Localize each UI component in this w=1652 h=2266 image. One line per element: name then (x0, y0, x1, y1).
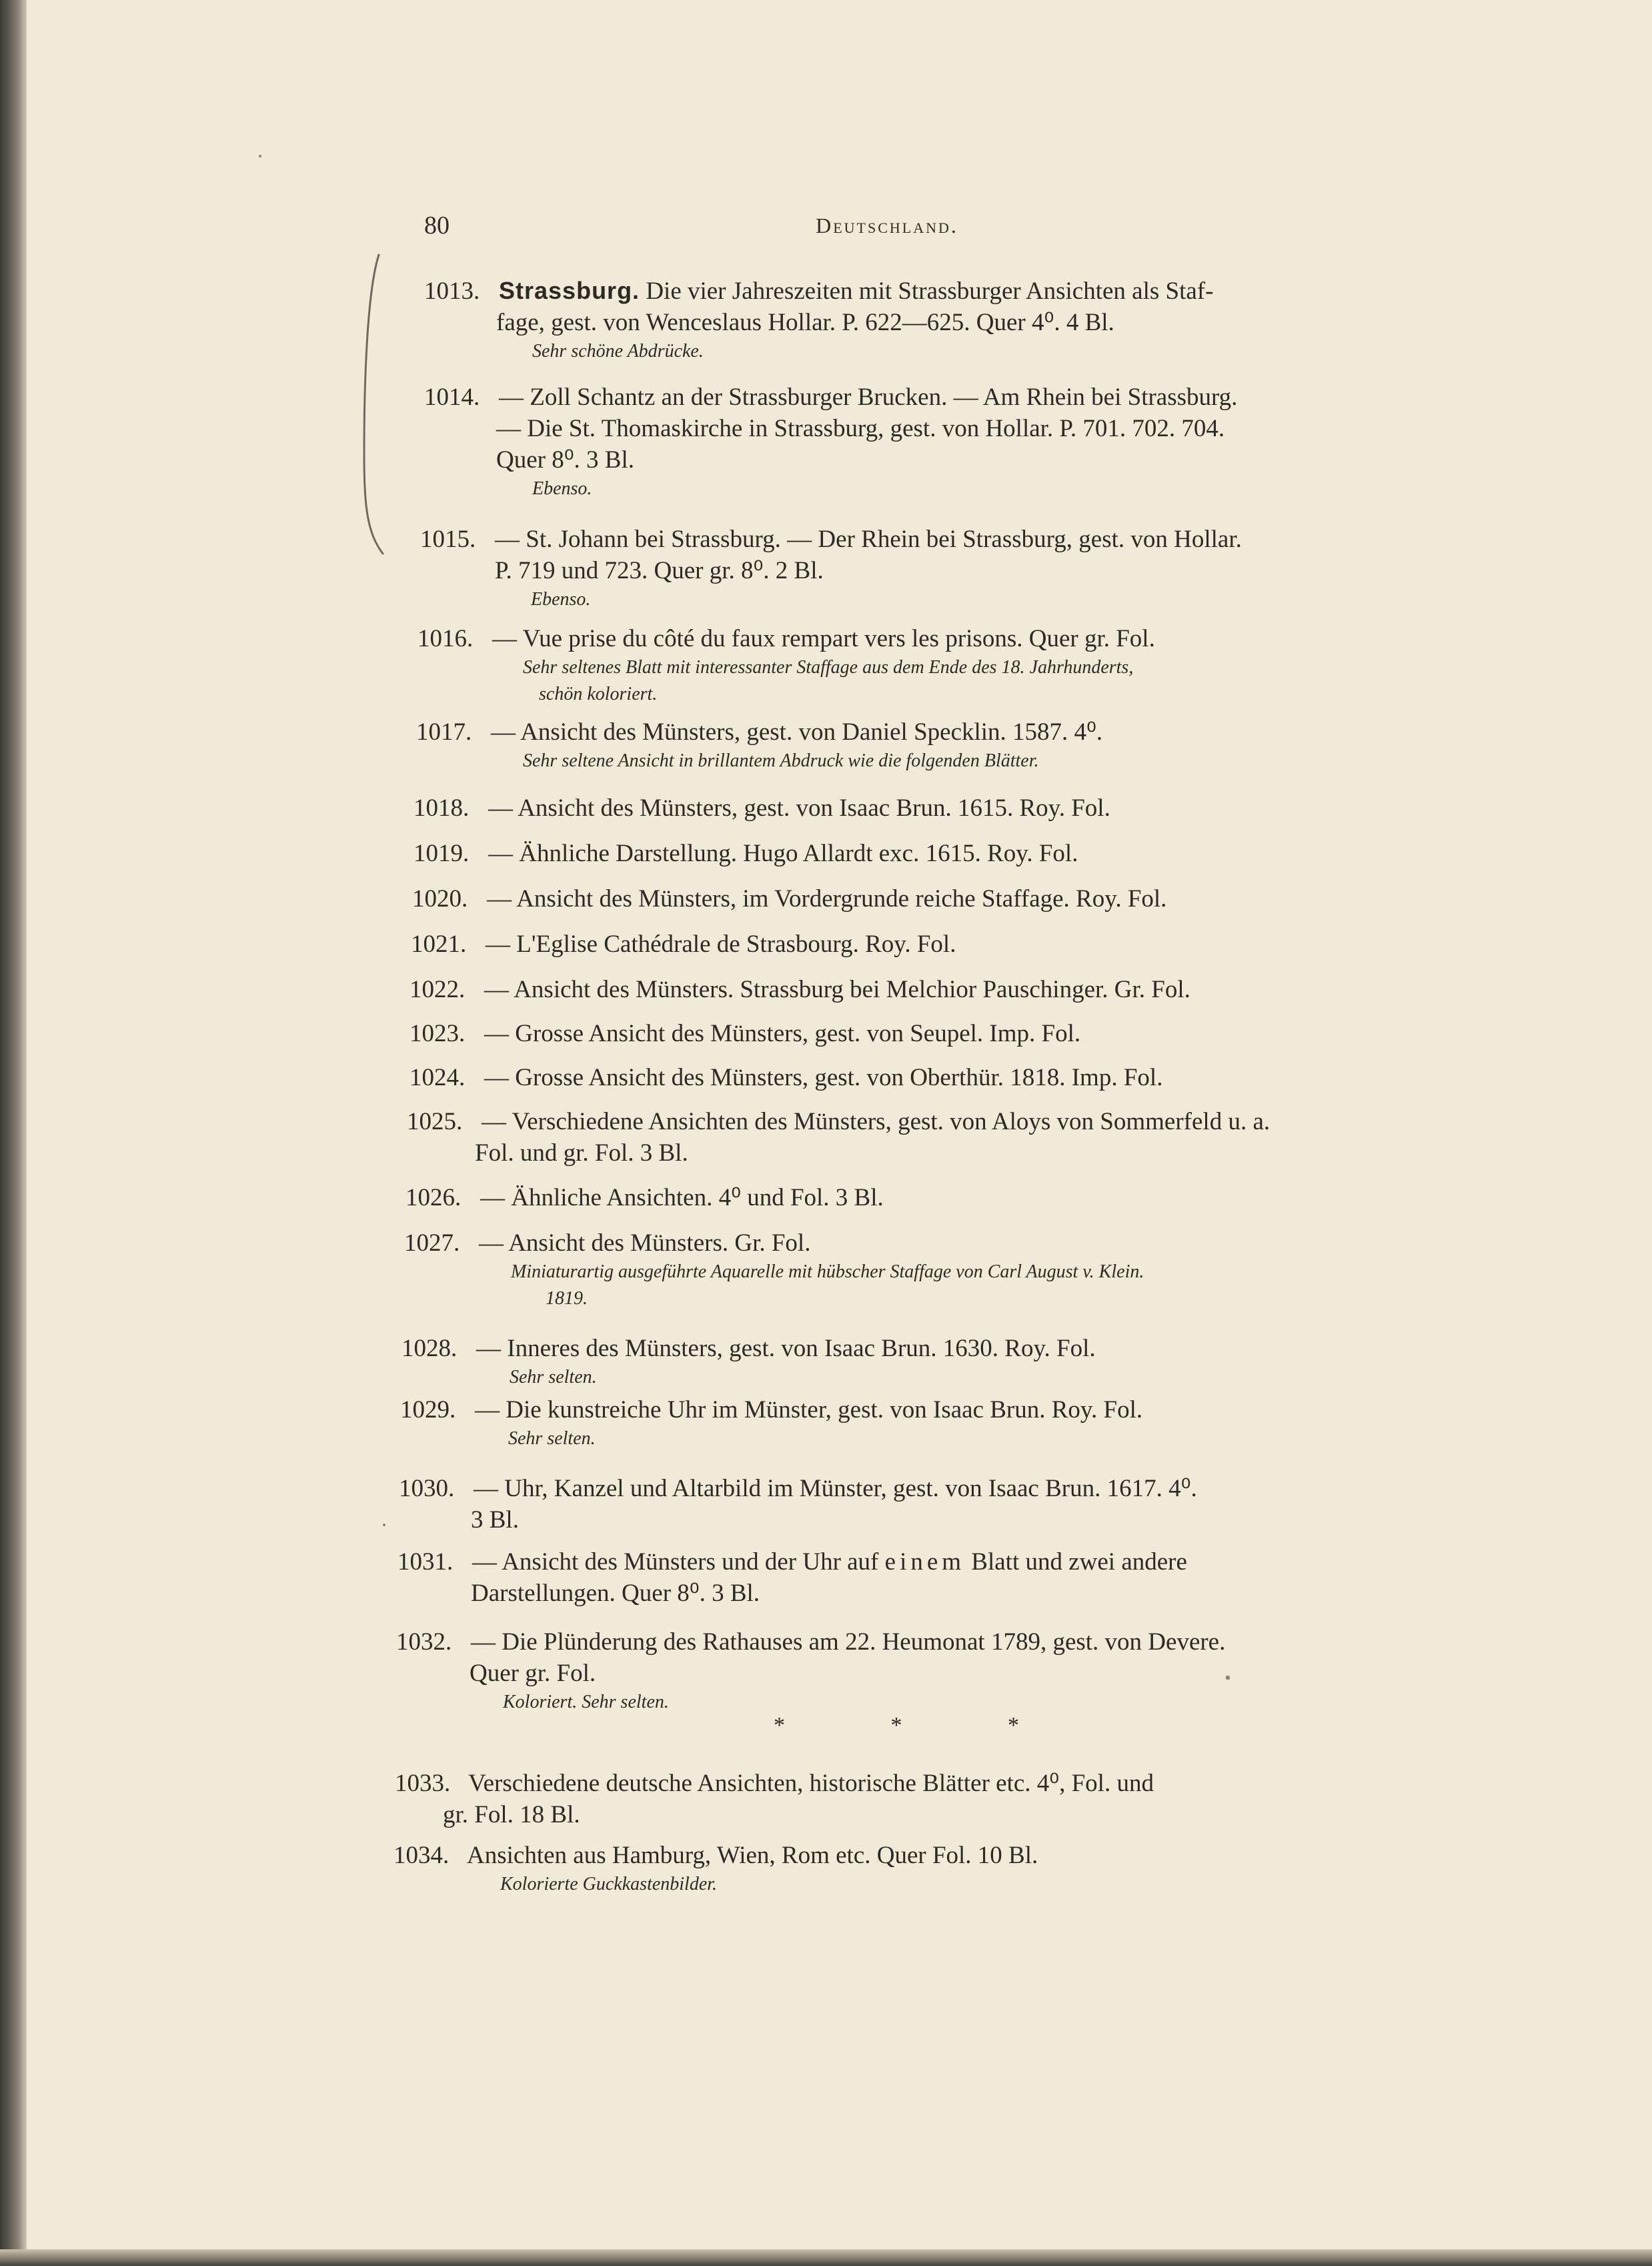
entry-number: 1017. (416, 718, 472, 746)
entry-number: 1033. (395, 1770, 451, 1797)
catalog-entry (420, 524, 1242, 613)
entry-number: 1031. (397, 1548, 454, 1576)
catalog-entry (424, 382, 1237, 502)
entry-city: Strassburg. (499, 277, 640, 304)
entry-text: — Grosse Ansicht des Münsters, gest. von Seupel. Imp. Fol. (484, 1020, 1081, 1047)
entry-text: — Die Plünderung des Rathauses am 22. Heumonat 1789, gest. von Devere. (471, 1628, 1226, 1656)
entry-number: 1024. (409, 1064, 466, 1091)
catalog-entry (407, 1106, 1270, 1169)
entry-number: 1020. (412, 885, 468, 913)
entry-text: gr. Fol. 18 Bl. (443, 1801, 580, 1828)
entry-note: Sehr selten. (510, 1367, 597, 1387)
entry-text: — St. Johann bei Strassburg. — Der Rhein bei Strassburg, gest. von Hollar. (495, 526, 1242, 553)
catalog-entry (393, 1840, 1038, 1898)
catalog-entry (400, 1394, 1142, 1452)
running-title: Deutschland. (816, 213, 958, 237)
entry-number: 1014. (424, 384, 480, 411)
catalog-entry (397, 1546, 1187, 1609)
entry-number: 1021. (411, 931, 467, 958)
entry-text: Fol. und gr. Fol. 3 Bl. (475, 1139, 688, 1167)
catalog-entry (409, 1062, 1162, 1093)
catalog-entry (418, 623, 1155, 708)
catalog-entry (404, 1227, 1144, 1312)
entry-note: Sehr schöne Abdrücke. (532, 341, 704, 362)
entry-text: — Ansicht des Münsters, gest. von Isaac Brun. 1615. Roy. Fol. (488, 794, 1110, 822)
catalog-entry (416, 716, 1102, 774)
catalog-entry (409, 974, 1190, 1005)
entry-text: — Grosse Ansicht des Münsters, gest. von Oberthür. 1818. Imp. Fol. (484, 1064, 1163, 1091)
entry-number: 1028. (401, 1335, 458, 1362)
entry-note: Sehr selten. (508, 1428, 596, 1449)
page-number: 80 (424, 211, 450, 239)
entry-number: 1019. (414, 840, 470, 867)
entry-note: schön koloriert. (539, 684, 658, 704)
catalog-entry (414, 792, 1110, 824)
catalog-entry (412, 883, 1166, 915)
entry-text: — Inneres des Münsters, gest. von Isaac Brun. 1630. Roy. Fol. (476, 1335, 1096, 1362)
paper-speck (383, 1524, 385, 1526)
entry-number: 1022. (409, 976, 466, 1003)
entry-number: 1030. (399, 1475, 455, 1502)
entry-number: 1034. (393, 1842, 450, 1869)
entry-number: 1023. (409, 1020, 466, 1047)
entry-note: Kolorierte Guckkastenbilder. (500, 1874, 718, 1894)
entry-text: — Die St. Thomaskirche in Strassburg, gest. von Hollar. P. 701. 702. 704. (496, 415, 1225, 442)
entry-text: — Ansicht des Münsters und der Uhr auf (472, 1548, 885, 1576)
entry-note: Ebenso. (531, 589, 591, 610)
entry-text: — Ansicht des Münsters, gest. von Daniel Specklin. 1587. 4⁰. (491, 718, 1103, 746)
entry-text: Verschiedene deutsche Ansichten, historische Blätter etc. 4⁰, Fol. und (468, 1770, 1154, 1797)
catalog-entry (395, 1768, 1154, 1830)
entry-number: 1016. (418, 625, 474, 652)
entry-text: — Ähnliche Darstellung. Hugo Allardt exc. 1615. Roy. Fol. (488, 840, 1078, 867)
entry-note: Koloriert. Sehr selten. (503, 1692, 669, 1712)
entry-text: — Zoll Schantz an der Strassburger Brucken. — Am Rhein bei Strassburg. (499, 384, 1238, 411)
entry-text: — L'Eglise Cathédrale de Strasbourg. Roy. Fol. (486, 931, 956, 958)
entry-text: P. 719 und 723. Quer gr. 8⁰. 2 Bl. (495, 557, 824, 584)
entry-text: — Vue prise du côté du faux rempart vers les prisons. Quer gr. Fol. (492, 625, 1155, 652)
entry-text: — Uhr, Kanzel und Altarbild im Münster, gest. von Isaac Brun. 1617. 4⁰. (474, 1475, 1197, 1502)
entry-text: — Verschiedene Ansichten des Münsters, gest. von Aloys von Sommerfeld u. a. (482, 1108, 1271, 1135)
entry-text: — Ansicht des Münsters. Strassburg bei Melchior Pauschinger. Gr. Fol. (484, 976, 1190, 1003)
catalog-entry (414, 838, 1078, 869)
entry-text: — Die kunstreiche Uhr im Münster, gest. von Isaac Brun. Roy. Fol. (475, 1396, 1143, 1424)
entry-number: 1026. (405, 1184, 462, 1211)
catalog-entry (424, 275, 1213, 365)
entry-note: 1819. (546, 1288, 588, 1309)
paper-speck (1226, 1676, 1230, 1680)
entry-number: 1013. (424, 277, 480, 305)
catalog-entry (401, 1333, 1096, 1391)
entry-number: 1029. (400, 1396, 456, 1424)
entry-text-spaced: einem (884, 1548, 966, 1576)
entry-number: 1027. (404, 1229, 460, 1257)
entry-note: Miniaturartig ausgeführte Aquarelle mit hübscher Staffage von Carl August v. Klein. (511, 1261, 1144, 1282)
entry-note: Sehr seltene Ansicht in brillantem Abdruck wie die folgenden Blätter. (523, 750, 1039, 771)
entry-text: Quer gr. Fol. (470, 1660, 596, 1687)
entry-text: — Ähnliche Ansichten. 4⁰ und Fol. 3 Bl. (480, 1184, 884, 1211)
catalog-entry (409, 1018, 1080, 1049)
catalog-entry (411, 929, 956, 960)
catalog-entry (396, 1626, 1225, 1716)
entry-number: 1018. (414, 794, 470, 822)
entry-number: 1032. (396, 1628, 452, 1656)
entry-text: Ansichten aus Hamburg, Wien, Rom etc. Quer Fol. 10 Bl. (467, 1842, 1038, 1869)
entry-text: — Ansicht des Münsters. Gr. Fol. (479, 1229, 811, 1257)
paper-speck (259, 155, 261, 157)
entry-note: Ebenso. (532, 478, 592, 499)
entry-text: — Ansicht des Münsters, im Vordergrunde reiche Staffage. Roy. Fol. (487, 885, 1167, 913)
entry-text: Darstellungen. Quer 8⁰. 3 Bl. (471, 1580, 760, 1607)
section-separator: * * * (774, 1713, 1019, 1738)
catalog-entry (405, 1182, 884, 1213)
entry-text: 3 Bl. (471, 1506, 519, 1534)
entry-note: Sehr seltenes Blatt mit interessanter Staffage aus dem Ende des 18. Jahrhunderts, (523, 657, 1134, 678)
catalog-entry (399, 1473, 1197, 1536)
entry-number: 1015. (420, 526, 476, 553)
entry-text: Quer 8⁰. 3 Bl. (496, 446, 635, 474)
entry-text: fage, gest. von Wenceslaus Hollar. P. 622—625. Quer 4⁰. 4 Bl. (496, 309, 1114, 336)
entry-text: Die vier Jahreszeiten mit Strassburger Ansichten als Staf- (646, 277, 1214, 305)
entry-text: Blatt und zwei andere (965, 1548, 1187, 1576)
entry-number: 1025. (407, 1108, 463, 1135)
